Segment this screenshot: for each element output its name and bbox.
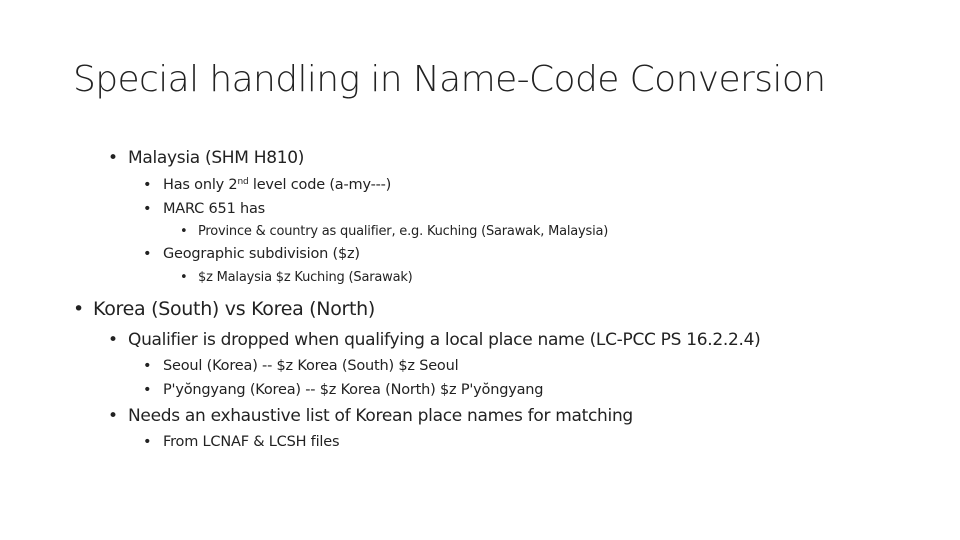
bullet-dot: • [143, 434, 152, 450]
slide-title: Special handling in Name-Code Conversion [73, 59, 826, 100]
bullet-malaysia [108, 145, 304, 171]
bullet-text: Needs an exhaustive list of Korean place names for matching [128, 406, 633, 426]
bullet-dot: • [180, 224, 188, 239]
text-part: level code (a-my---) [248, 177, 392, 193]
superscript-ordinal: nd [237, 177, 249, 188]
bullet-dot: • [143, 246, 152, 262]
bullet-text: From LCNAF & LCSH files [163, 434, 340, 450]
bullet-korea-seoul [143, 355, 458, 377]
bullet-geo-subdivision-example [180, 268, 413, 288]
bullet-text: Qualifier is dropped when qualifying a local place name (LC-PCC PS 16.2.2.4) [128, 330, 761, 350]
bullet-dot: • [108, 406, 118, 426]
bullet-dot: • [180, 270, 188, 285]
bullet-malaysia-level-code [143, 174, 391, 196]
bullet-text: Geographic subdivision ($z) [163, 246, 360, 262]
bullet-dot: • [73, 298, 84, 320]
bullet-korea-needs [108, 403, 633, 429]
bullet-korea [73, 295, 375, 323]
bullet-text: Province & country as qualifier, e.g. Kuching (Sarawak, Malaysia) [198, 224, 609, 239]
bullet-korea-sources [143, 431, 339, 453]
bullet-dot: • [143, 382, 152, 398]
bullet-dot: • [108, 330, 118, 350]
bullet-text: P'yŏngyang (Korea) -- $z Korea (North) $z P'yŏngyang [163, 382, 544, 398]
bullet-dot: • [143, 358, 152, 374]
text-part: Has only 2 [163, 177, 238, 193]
bullet-text: Malaysia (SHM H810) [128, 148, 305, 168]
bullet-dot: • [143, 177, 152, 193]
bullet-geo-subdivision [143, 243, 360, 265]
bullet-text [163, 174, 391, 196]
bullet-text: Seoul (Korea) -- $z Korea (South) $z Seoul [163, 358, 459, 374]
bullet-text: Korea (South) vs Korea (North) [93, 298, 376, 320]
bullet-marc651 [143, 198, 265, 220]
bullet-marc651-qualifier [180, 222, 608, 242]
bullet-text: $z Malaysia $z Kuching (Sarawak) [198, 270, 413, 285]
bullet-korea-qualifier [108, 327, 760, 353]
bullet-dot: • [143, 201, 152, 217]
bullet-text: MARC 651 has [163, 201, 266, 217]
bullet-korea-pyongyang [143, 379, 543, 401]
bullet-dot: • [108, 148, 118, 168]
